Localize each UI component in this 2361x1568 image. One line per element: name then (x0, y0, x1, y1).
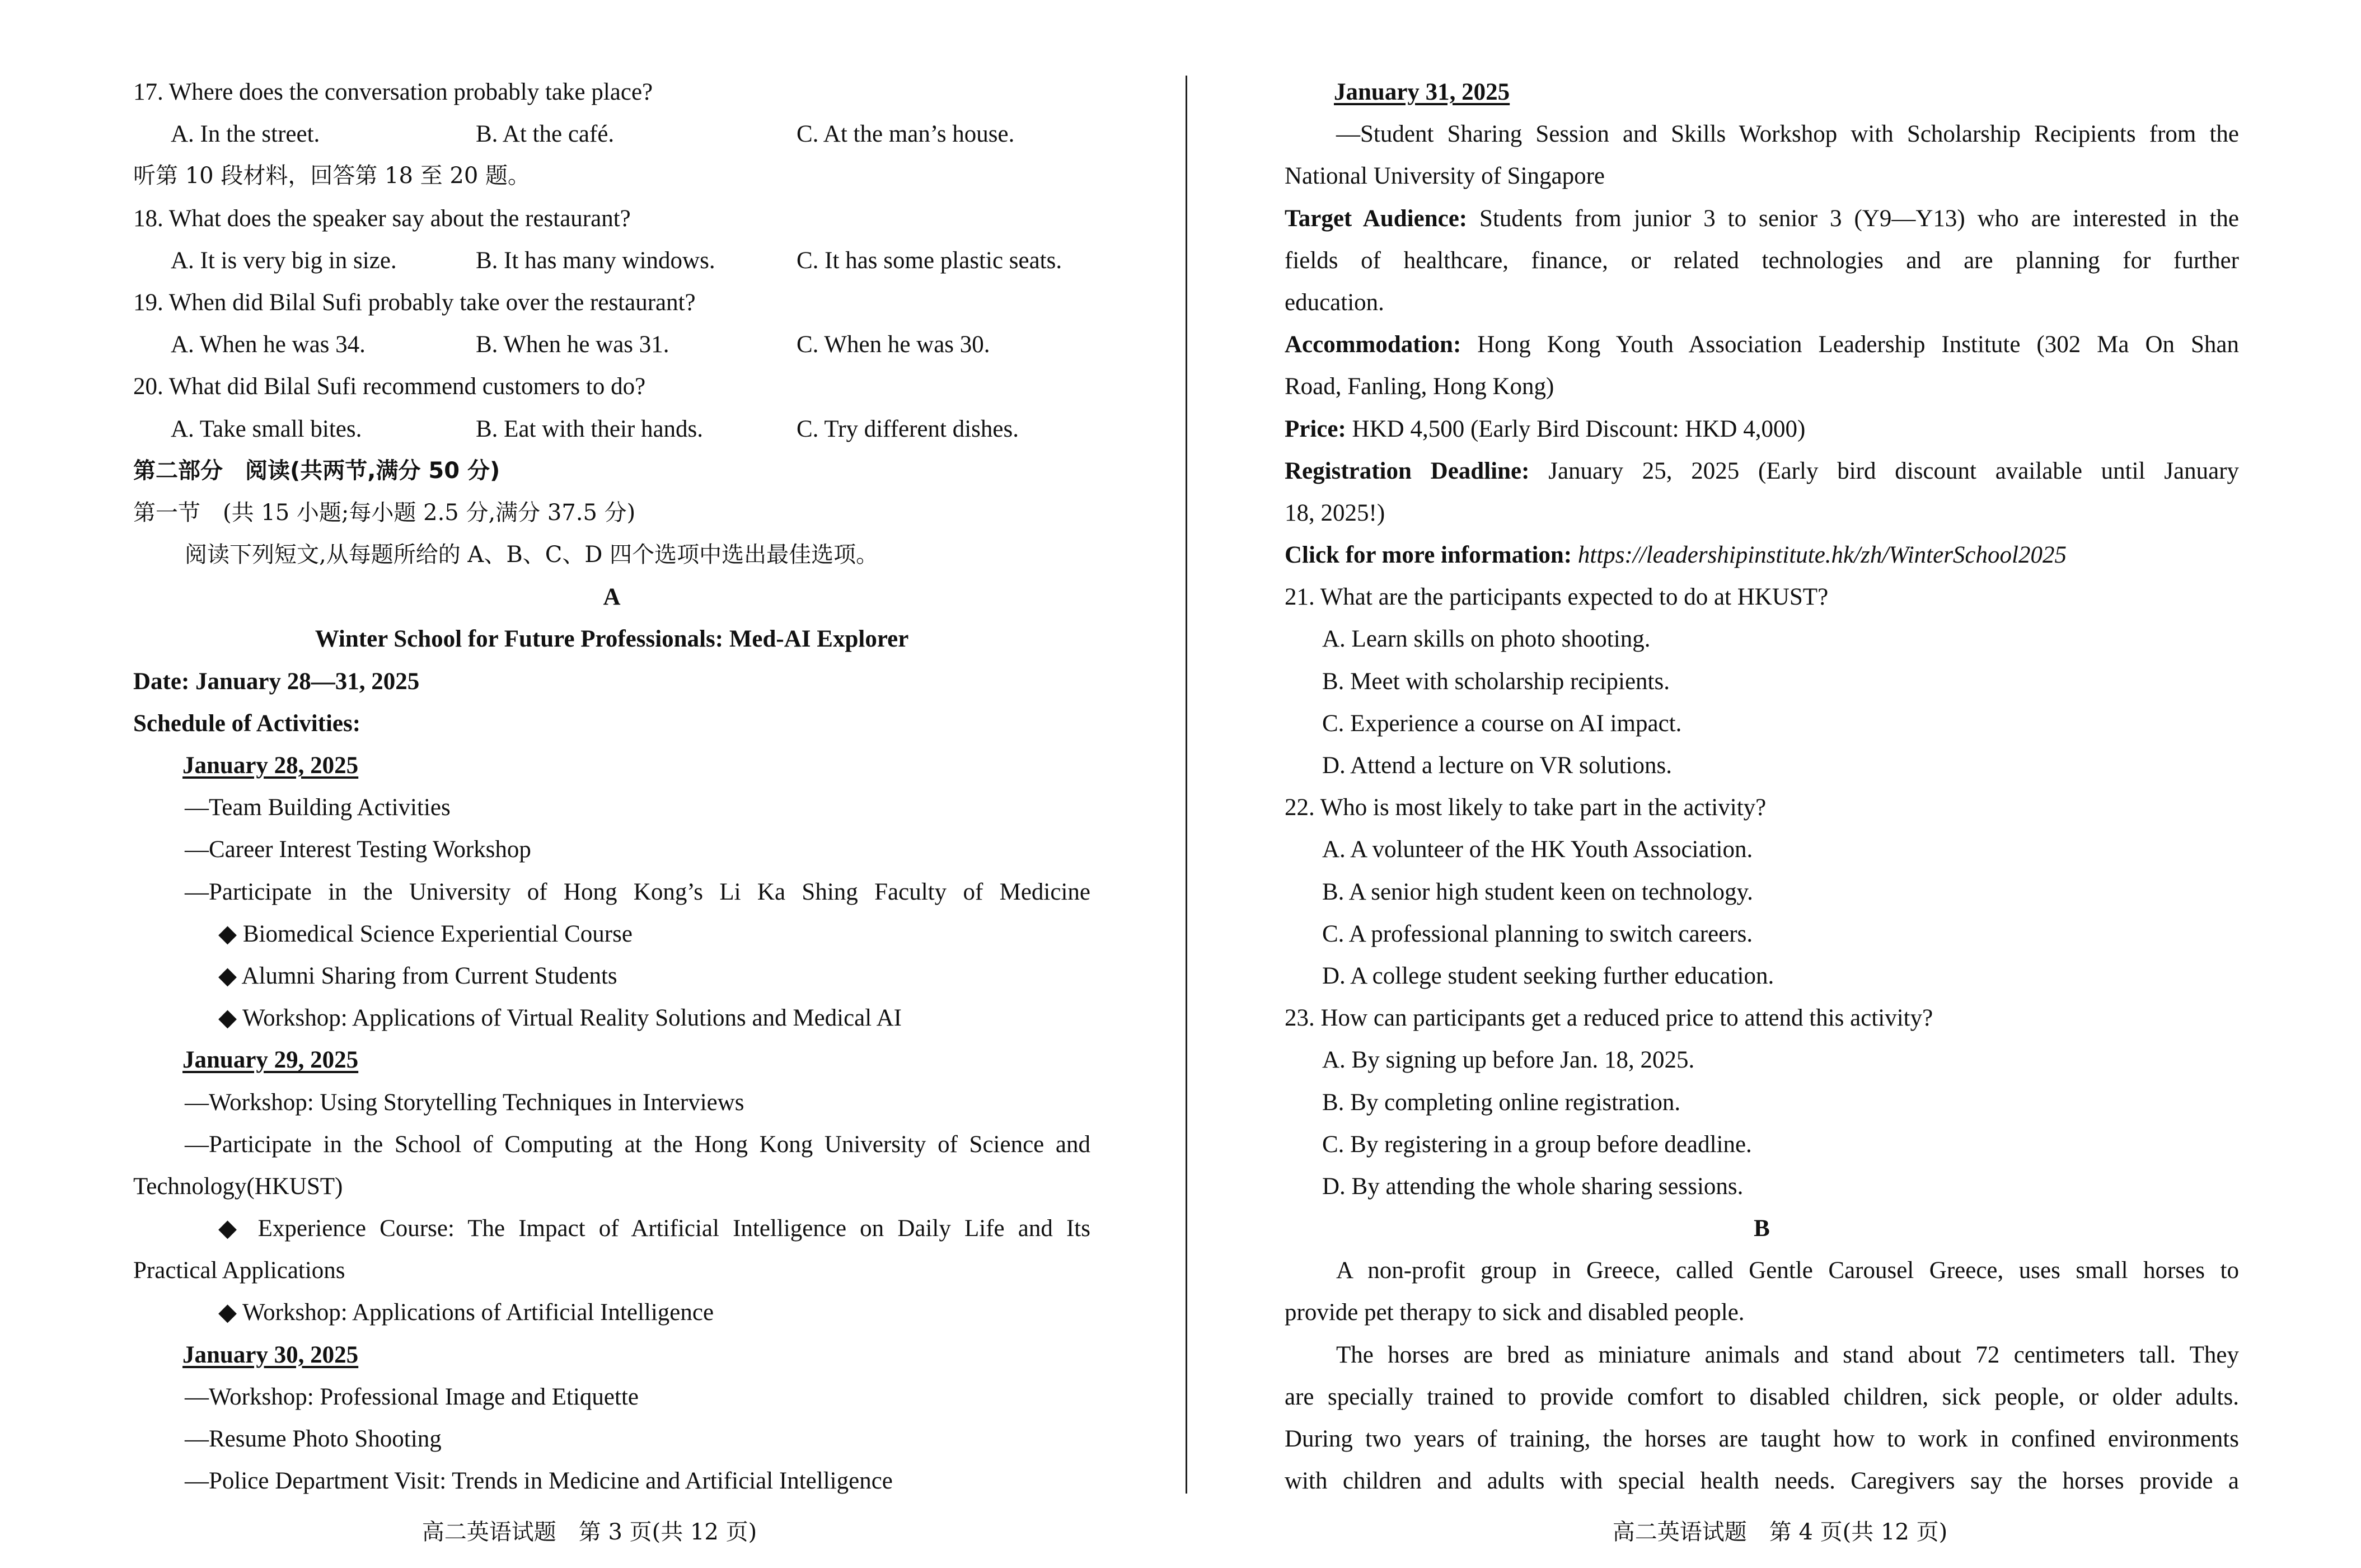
answer-option: A. Take small bites. (171, 415, 362, 442)
answer-option: C. Experience a course on AI impact. (1322, 710, 1682, 737)
field-value: January 25, 2025 (Early bird discount available until January (1529, 457, 2239, 484)
question-stem: 21. What are the participants expected to do at HKUST? (1285, 584, 1829, 611)
answer-option: C. When he was 30. (797, 331, 990, 358)
section-heading: 第二部分 阅读(共两节,满分 50 分) (133, 457, 500, 484)
answer-option: B. By completing online registration. (1322, 1089, 1681, 1116)
options-row (133, 113, 1090, 155)
answer-option: C. Try different dishes. (797, 415, 1019, 442)
field-label: Accommodation: (1285, 331, 1461, 358)
field-value: Students from junior 3 to senior 3 (Y9—Y13) who are interested in the (1467, 205, 2239, 232)
schedule-subitem: ◆ Workshop: Applications of Artificial Intelligence (218, 1299, 714, 1326)
answer-option: D. By attending the whole sharing sessions. (1322, 1173, 1744, 1200)
schedule-item: —Career Interest Testing Workshop (185, 836, 531, 863)
page-footer-right: 高二英语试题 第 4 页(共 12 页) (1612, 1519, 1948, 1545)
field-value: HKD 4,500 (Early Bird Discount: HKD 4,000) (1346, 415, 1806, 442)
text-line: Practical Applications (133, 1257, 345, 1284)
info-field (1285, 324, 2239, 366)
schedule-date: January 28, 2025 (182, 752, 359, 779)
answer-option: A. By signing up before Jan. 18, 2025. (1322, 1047, 1695, 1074)
text-line: fields of healthcare, finance, or related technologies and are planning for further (1285, 247, 2239, 274)
answer-option: B. A senior high student keen on technology. (1322, 878, 1753, 905)
passage-label: A (603, 584, 621, 611)
schedule-subitem: ◆ Workshop: Applications of Virtual Reality Solutions and Medical AI (218, 1005, 902, 1032)
schedule-item: —Student Sharing Session and Skills Workshop with Scholarship Recipients from the (1336, 121, 2239, 148)
answer-option: C. By registering in a group before deadline. (1322, 1131, 1752, 1158)
paragraph-line: The horses are bred as miniature animals and stand about 72 centimeters tall. They (1336, 1341, 2239, 1368)
left-page-column (133, 71, 1090, 1502)
answer-option: B. At the café. (476, 121, 615, 148)
schedule-item: —Workshop: Professional Image and Etiquette (185, 1383, 639, 1410)
text-line: are specially trained to provide comfort to disabled children, sick people, or older adults. (1285, 1383, 2239, 1410)
text-line: Road, Fanling, Hong Kong) (1285, 373, 1554, 400)
answer-option: B. Eat with their hands. (476, 415, 704, 442)
question-stem: 19. When did Bilal Sufi probably take over the restaurant? (133, 289, 696, 316)
field-label: Price: (1285, 415, 1346, 442)
right-page-column (1285, 71, 2239, 1502)
question-stem: 20. What did Bilal Sufi recommend customers to do? (133, 373, 646, 400)
passage-label: B (1754, 1215, 1770, 1242)
page-divider (1186, 76, 1187, 1494)
info-link-line (1285, 534, 2239, 576)
schedule-item: —Participate in the University of Hong Kong’s Li Ka Shing Faculty of Medicine (185, 878, 1090, 905)
instruction-text: 听第 10 段材料，回答第 18 至 20 题。 (133, 163, 530, 189)
answer-option: C. It has some plastic seats. (797, 247, 1062, 274)
answer-option: A. In the street. (171, 121, 320, 148)
answer-option: A. Learn skills on photo shooting. (1322, 626, 1651, 653)
schedule-heading: Schedule of Activities: (133, 710, 361, 737)
answer-option: C. At the man’s house. (797, 121, 1015, 148)
field-value: Hong Kong Youth Association Leadership Institute (302 Ma On Shan (1461, 331, 2239, 358)
answer-option: A. It is very big in size. (171, 247, 397, 274)
schedule-subitem: ◆ Experience Course: The Impact of Artificial Intelligence on Daily Life and Its (218, 1215, 1090, 1242)
answer-option: A. A volunteer of the HK Youth Association. (1322, 836, 1753, 863)
answer-option: B. It has many windows. (476, 247, 715, 274)
instruction-text: 第一节 (共 15 小题;每小题 2.5 分,满分 37.5 分) (133, 499, 636, 526)
options-row (133, 408, 1090, 450)
text-line: with children and adults with special health needs. Caregivers say the horses provide a (1285, 1468, 2239, 1495)
schedule-subitem: ◆ Biomedical Science Experiential Course (218, 920, 633, 947)
schedule-item: —Team Building Activities (185, 794, 451, 821)
answer-option: D. A college student seeking further education. (1322, 962, 1774, 989)
question-stem: 23. How can participants get a reduced price to attend this activity? (1285, 1005, 1933, 1032)
schedule-item: —Police Department Visit: Trends in Medicine and Artificial Intelligence (185, 1468, 893, 1495)
options-row (133, 324, 1090, 366)
answer-option: B. When he was 31. (476, 331, 669, 358)
schedule-date: January 31, 2025 (1334, 79, 1510, 105)
passage-title: Winter School for Future Professionals: Med-AI Explorer (315, 626, 909, 653)
answer-option: D. Attend a lecture on VR solutions. (1322, 752, 1673, 779)
info-field (1285, 408, 2239, 450)
schedule-heading: Date: January 28—31, 2025 (133, 668, 420, 695)
schedule-item: —Workshop: Using Storytelling Techniques in Interviews (185, 1089, 744, 1116)
paragraph-line: A non-profit group in Greece, called Gentle Carousel Greece, uses small horses to (1336, 1257, 2239, 1284)
text-line: 18, 2025!) (1285, 499, 1385, 526)
schedule-item: —Participate in the School of Computing at the Hong Kong University of Science and (185, 1131, 1090, 1158)
field-label: Target Audience: (1285, 205, 1468, 232)
info-field (1285, 450, 2239, 492)
text-line: National University of Singapore (1285, 163, 1605, 190)
schedule-date: January 29, 2025 (182, 1047, 359, 1074)
field-label: Registration Deadline: (1285, 457, 1530, 484)
text-line: During two years of training, the horses are taught how to work in confined environments (1285, 1426, 2239, 1452)
answer-option: A. When he was 34. (171, 331, 366, 358)
question-stem: 17. Where does the conversation probably take place? (133, 79, 653, 105)
info-field (1285, 198, 2239, 240)
page-footer-left: 高二英语试题 第 3 页(共 12 页) (421, 1519, 757, 1545)
schedule-item: —Resume Photo Shooting (185, 1426, 442, 1452)
answer-option: B. Meet with scholarship recipients. (1322, 668, 1670, 695)
text-line: Technology(HKUST) (133, 1173, 343, 1200)
instruction-text: 阅读下列短文,从每题所给的 A、B、C、D 四个选项中选出最佳选项。 (185, 542, 879, 568)
text-line: education. (1285, 289, 1384, 316)
question-stem: 18. What does the speaker say about the restaurant? (133, 205, 631, 232)
field-label: Click for more information: (1285, 542, 1572, 569)
schedule-date: January 30, 2025 (182, 1341, 359, 1368)
url-link[interactable]: https://leadershipinstitute.hk/zh/WinterSchool2025 (1572, 542, 2067, 569)
question-stem: 22. Who is most likely to take part in the activity? (1285, 794, 1767, 821)
text-line: provide pet therapy to sick and disabled people. (1285, 1299, 1745, 1326)
schedule-subitem: ◆ Alumni Sharing from Current Students (218, 962, 617, 989)
answer-option: C. A professional planning to switch careers. (1322, 920, 1753, 947)
options-row (133, 240, 1090, 282)
